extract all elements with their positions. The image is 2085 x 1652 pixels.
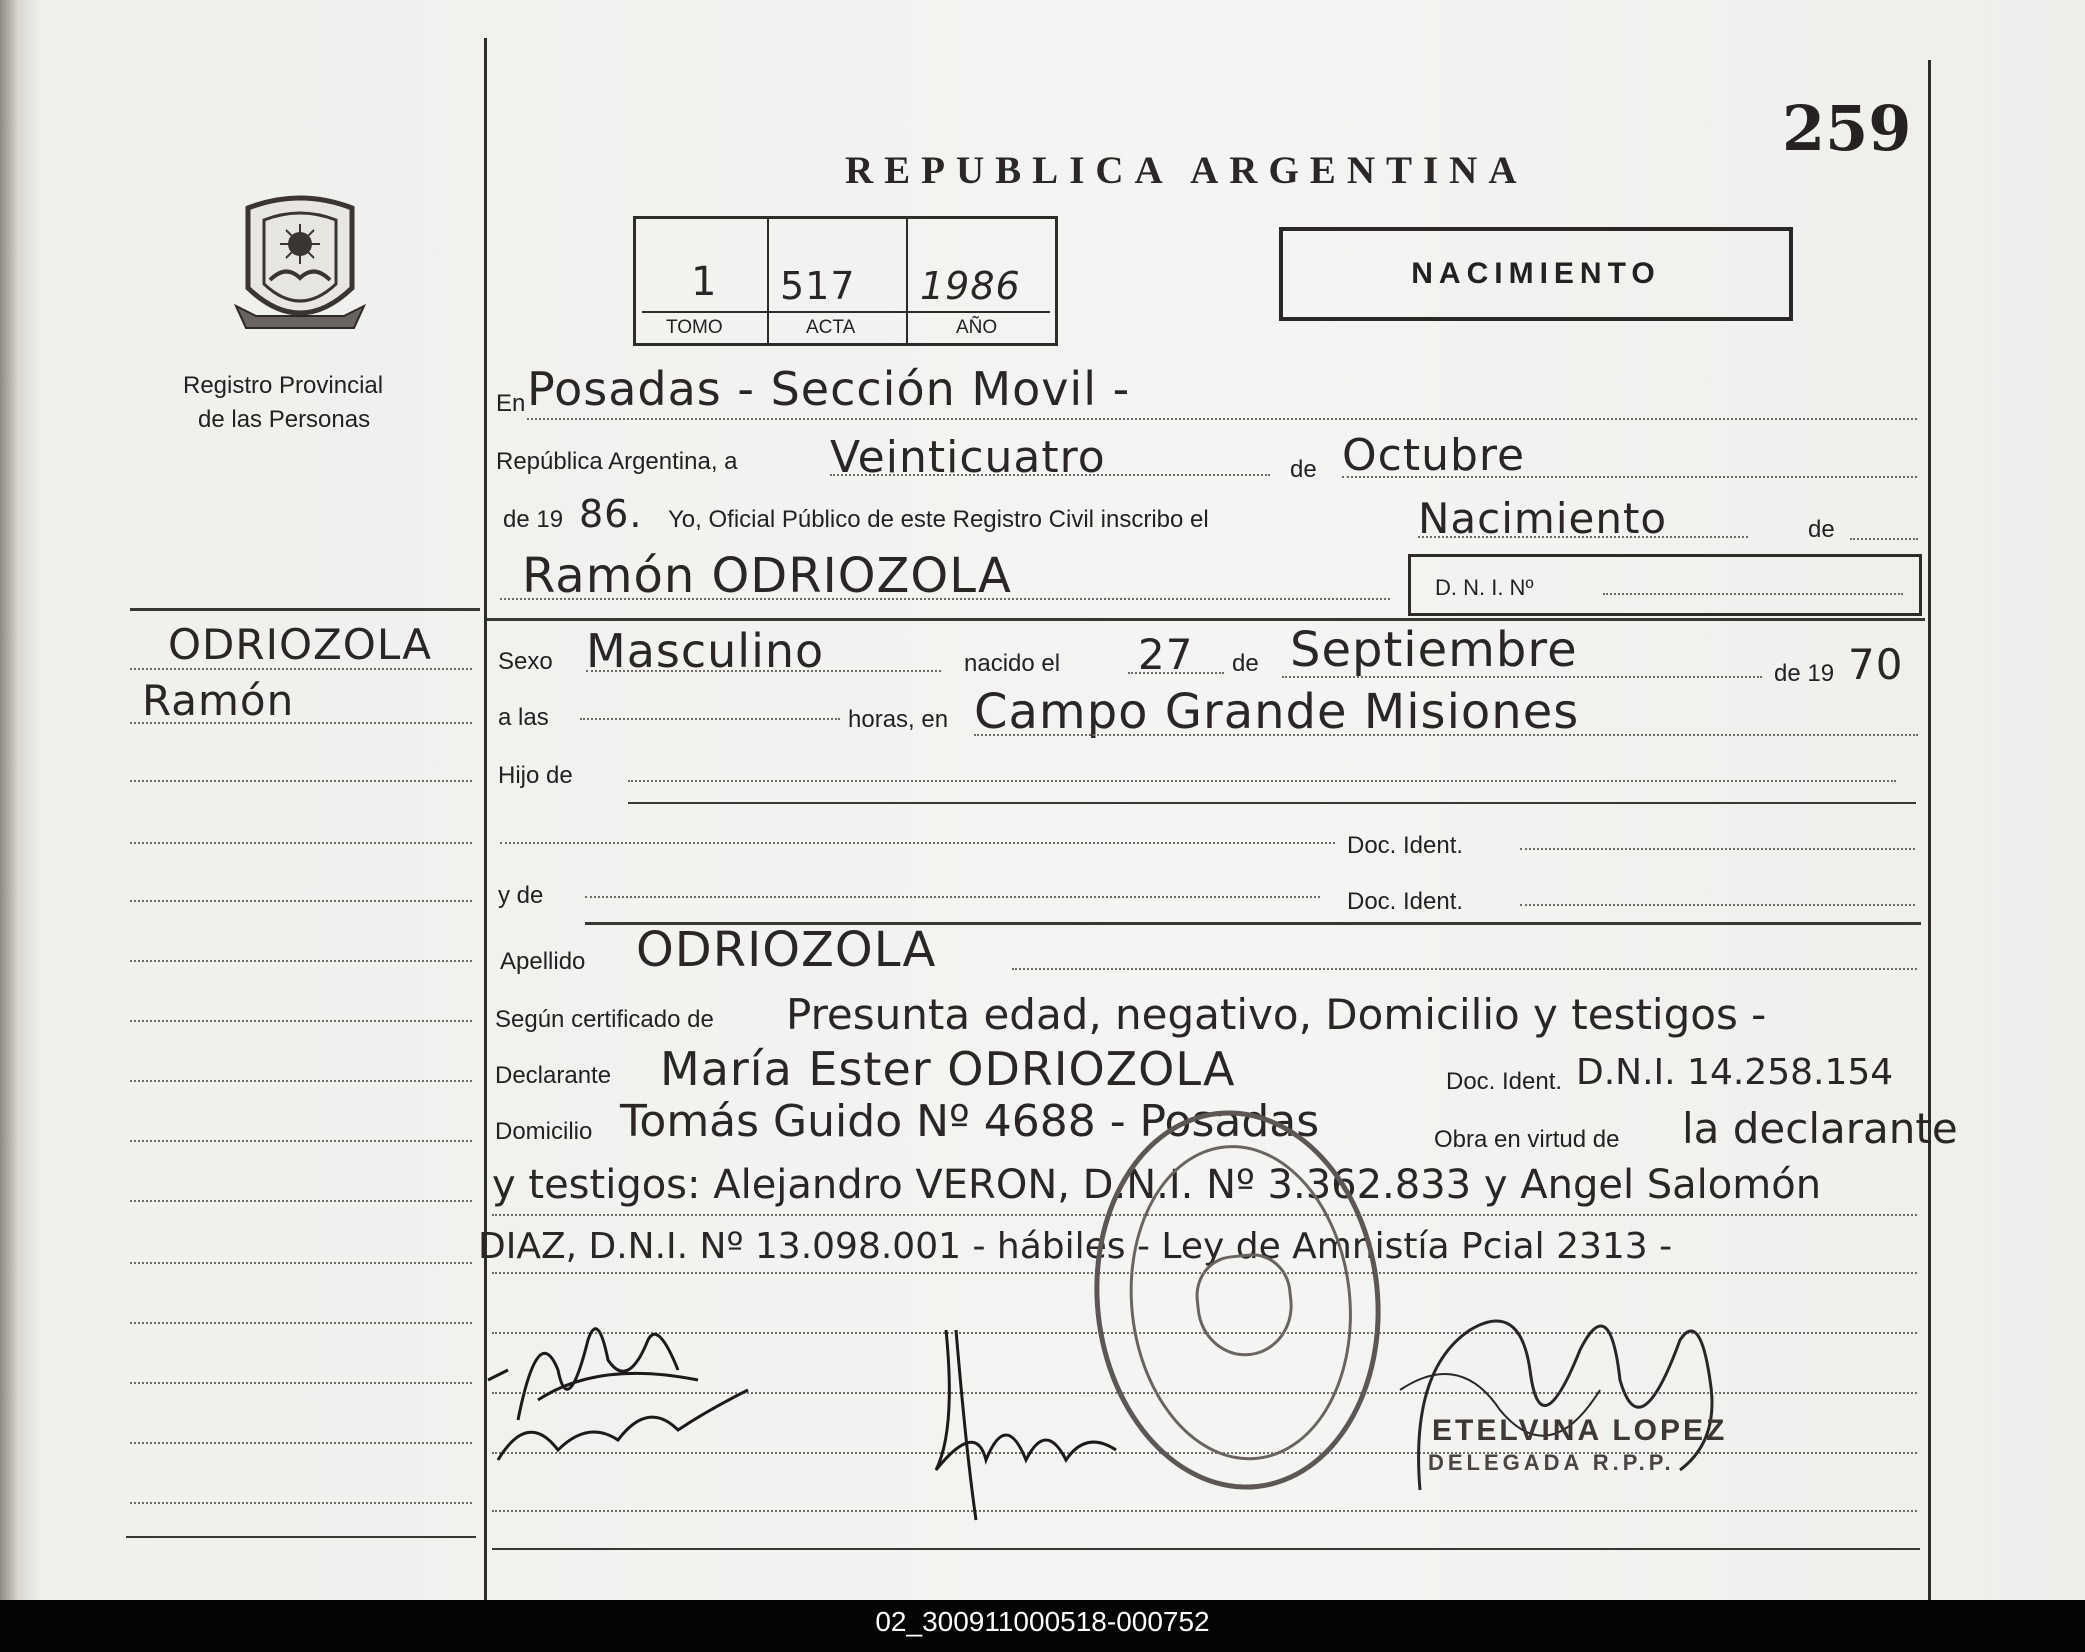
margin-line-12 <box>130 1322 472 1324</box>
declarante-signature <box>478 1300 778 1470</box>
doc-ident-label: Doc. Ident. <box>1347 832 1464 859</box>
tomo-label: TOMO <box>666 317 723 338</box>
anio-label: AÑO <box>956 317 998 338</box>
archive-id: 02_300911000518-000752 <box>875 1606 1210 1637</box>
de-label-2: de <box>1808 516 1835 543</box>
de-label: de <box>1290 456 1317 483</box>
nac-dia-line <box>1128 672 1224 674</box>
year-value: 86. <box>579 492 643 536</box>
anio-value: 1986 <box>920 264 1021 308</box>
acta-value: 517 <box>780 264 856 308</box>
declarante-value: María Ester ODRIOZOLA <box>660 1042 1236 1096</box>
acto-tail-line <box>1850 538 1918 540</box>
year-prefix-label: de 19 <box>503 506 564 533</box>
margin-line-5 <box>130 900 472 902</box>
acto-value: Nacimiento <box>1418 494 1668 543</box>
country-title: REPUBLICA ARGENTINA <box>845 149 1528 192</box>
y-de-label: y de <box>498 882 544 909</box>
dni-box <box>1408 554 1922 616</box>
reference-box <box>633 216 1058 346</box>
dni-line <box>1603 593 1903 595</box>
margin-line-14 <box>130 1442 472 1444</box>
decl-doc-value: D.N.I. 14.258.154 <box>1576 1052 1894 1093</box>
ref-divider-2 <box>906 219 908 343</box>
lugar-value: Campo Grande Misiones <box>974 684 1580 740</box>
province-emblem <box>228 188 372 349</box>
apellido-line <box>1012 968 1917 970</box>
nac-dia-value: 27 <box>1138 630 1194 679</box>
doc-ident-label-2: Doc. Ident. <box>1347 888 1464 915</box>
madre-line <box>585 896 1320 898</box>
obra-label: Obra en virtud de <box>1434 1126 1620 1153</box>
segun-label: Según certificado de <box>495 1006 714 1033</box>
official-name: ETELVINA LOPEZ <box>1432 1414 1728 1447</box>
section-rule-1 <box>487 618 1925 621</box>
nac-year-value: 70 <box>1848 640 1904 689</box>
nac-mes-line <box>1282 676 1762 678</box>
right-form-border <box>1928 60 1931 1603</box>
margin-given-name: Ramón <box>142 676 295 725</box>
margin-line-13 <box>130 1382 472 1384</box>
record-type-box <box>1279 227 1793 321</box>
tomo-value: 1 <box>691 259 718 305</box>
mes-line <box>1342 476 1917 478</box>
en-value: Posadas - Sección Movil - <box>527 362 1131 416</box>
dni-label: D. N. I. Nº <box>1435 575 1534 600</box>
decl-doc-label: Doc. Ident. <box>1446 1068 1563 1095</box>
apellido-value: ODRIOZOLA <box>636 922 937 978</box>
margin-top-rule <box>130 608 480 611</box>
republica-label: República Argentina, a <box>496 448 738 475</box>
observation-line-1: y testigos: Alejandro VERON, D.N.I. Nº 3.362.833 y Angel Salomón <box>492 1162 1822 1208</box>
padre-doc-line <box>1520 848 1915 850</box>
official-signature <box>1380 1290 1740 1520</box>
hijo-label: Hijo de <box>498 762 573 789</box>
dia-line <box>830 474 1270 476</box>
yo-label: Yo, Oficial Público de este Registro Civil inscribo el <box>668 506 1209 533</box>
record-type: NACIMIENTO <box>1411 257 1661 290</box>
hora-line <box>580 718 840 720</box>
form-bottom-rule <box>492 1548 1920 1550</box>
page-number: 259 <box>1782 92 1912 165</box>
acto-line <box>1418 536 1748 538</box>
madre-doc-line <box>1520 904 1915 906</box>
obra-value: la declarante <box>1682 1104 1958 1153</box>
lugar-line <box>974 734 1918 736</box>
segun-value: Presunta edad, negativo, Domicilio y testigos - <box>786 990 1767 1039</box>
margin-line-7 <box>130 1020 472 1022</box>
horas-label: horas, en <box>848 706 949 733</box>
nac-mes-value: Septiembre <box>1290 622 1578 678</box>
sexo-value: Masculino <box>586 624 825 678</box>
domicilio-label: Domicilio <box>495 1118 593 1145</box>
official-title: DELEGADA R.P.P. <box>1428 1450 1675 1475</box>
a-las-label: a las <box>498 704 549 731</box>
margin-line-2 <box>130 722 472 724</box>
margin-line-10 <box>130 1200 472 1202</box>
declarante-label: Declarante <box>495 1062 612 1089</box>
padre-line <box>500 842 1335 844</box>
margin-line-8 <box>130 1080 472 1082</box>
sexo-line <box>586 670 941 672</box>
registry-name-line1: Registro Provincial <box>183 372 384 399</box>
ref-divider-1 <box>767 219 769 343</box>
margin-line-11 <box>130 1262 472 1264</box>
dia-value: Veinticuatro <box>830 432 1106 483</box>
margin-line-6 <box>130 960 472 962</box>
apellido-label: Apellido <box>500 948 586 975</box>
nacido-label: nacido el <box>964 650 1061 677</box>
observation-line-2: DIAZ, D.N.I. Nº 13.098.001 - hábiles - Ley de Amnistía Pcial 2313 - <box>478 1226 1673 1267</box>
en-label: En <box>496 390 526 417</box>
margin-line-15 <box>130 1502 472 1504</box>
margin-line-9 <box>130 1140 472 1142</box>
hijo-line <box>628 780 1896 782</box>
registry-name-line2: de las Personas <box>198 406 371 433</box>
margin-bottom-rule <box>126 1536 476 1538</box>
ref-values-underline <box>642 311 1050 313</box>
domicilio-value: Tomás Guido Nº 4688 - Posadas <box>620 1096 1320 1147</box>
de-label-3: de <box>1232 650 1259 677</box>
margin-surname: ODRIOZOLA <box>168 620 432 669</box>
margin-line-4 <box>130 842 472 844</box>
margin-line-1 <box>130 668 472 670</box>
nac-year-label: de 19 <box>1774 660 1835 687</box>
margin-line-3 <box>130 780 472 782</box>
en-line <box>527 418 1917 420</box>
sexo-label: Sexo <box>498 648 553 675</box>
mes-value: Octubre <box>1342 430 1526 481</box>
nombre-value: Ramón ODRIOZOLA <box>522 548 1012 604</box>
section-rule-2 <box>628 802 1916 804</box>
nombre-line <box>500 598 1390 600</box>
acta-label: ACTA <box>806 317 856 338</box>
